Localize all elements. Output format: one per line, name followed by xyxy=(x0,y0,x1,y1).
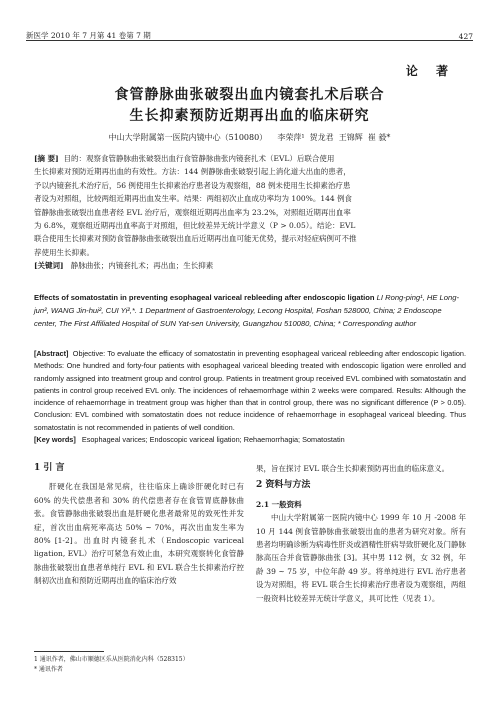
section-1-text: 肝硬化在我国是常见病，往往临床上确诊肝硬化时已有 60% 的失代偿患者和 30% 的代偿患者存在食管胃底静脉曲张。食管静脉曲张破裂出血是肝硬化患者最常见的致死性并发症，首次出血病死率高达 50% ~ 70%，再次出血发生率为 80% [1-2]。出血时内镜套扎术（Endoscopic variceal ligation, EVL）治疗可紧急有效止血，本研究观察转化食管静脉曲张破裂出血患者单纯行 EVL 和 EVL 联合生长抑素治疗控制初次出血和预防近期再出血的临床治疗效 xyxy=(34,482,244,586)
zh-abstract-line: 管静脉曲张破裂出血患者经 EVL 治疗后，观察组近期再出血率为 23.2%，对照组近期再出血率 xyxy=(34,207,351,217)
section-2-1-text: 中山大学附属第一医院内镜中心 1999 年 10 月 -2008 年 10 月 144 例食管静脉曲张破裂出血的患者为研究对象。所有患者均明确诊断为病毒性肝炎或酒精性肝病导致肝硬化及门静脉脉高压合并食管静脉曲张 [3]。其中男 112 例，女 32 例，年龄 39 ~ 75 岁，中位年龄 49 岁。将单纯进行 EVL 治疗患者设为对照组，将 EVL 联合生长抑素治疗患者设为观察组，两组一般资料比较差异无统计学意义，具可比性（见表 1）。 xyxy=(256,513,466,603)
footnotes xyxy=(34,655,189,675)
footnote-2: * 通讯作者 xyxy=(34,666,63,673)
en-abstract-text: Objective: To evaluate the efficacy of somatostatin in preventing esophageal variceal rebleeding after endoscopic ligation. Methods: One hundred and forty-four patients with esophageal variceal bleeding treated with endoscopic ligation were enrolled and randomly assigned into treatment group and control group. Patients in treatment group received EVL combined with somatostatin and patients in control group received EVL only. The incidences of rehaemorrhage within 2 weeks were compared. Results: Although the incidence of rehaemorrhage in treatment group was higher than that in control group, there was no significant difference (P > 0.05). Conclusion: EVL combined with somatostatin does not reduce incidence of rehaemorrhage in esophageal variceal bleeding. Thus somatostatin is not recommended in patients of well condition. xyxy=(34,349,466,432)
en-keywords-label: [Key words] xyxy=(34,435,76,445)
section-1-end-text: 果，旨在探讨 EVL 联合生长抑素预防再出血的临床意义。 xyxy=(256,464,450,473)
footnote-1: 1 通讯作者，佛山市顺德区乐从医院消化内科（528315） xyxy=(34,656,189,663)
zh-abstract-line: 者设为对照组，比较两组近期再出血发生率。结果：两组初次止血成功率均为 100%。144 例食 xyxy=(34,194,353,204)
english-title: Effects of somatostatin in preventing esophageal variceal rebleeding after endoscopic ligation xyxy=(34,293,375,302)
journal-info: 新医学 2010 年 7 月第 41 卷第 7 期 xyxy=(26,31,151,40)
english-authors: LI Rong-ping¹, HE Long-jun², WANG Jin-hui², CUI Yi²,*. 1 Department of Gastroenterology, Lecong Hospital, Foshan 528000, China; 2 Endoscope center, The First Affiliated Hospital of SUN Yat-sen University, Guangzhou 510080, China; * Corresponding author xyxy=(34,293,459,328)
zh-abstract-line: 荐使用生长抑素。 xyxy=(34,247,94,257)
zh-abstract-line: 为 6.8%，观察组近期再出血率高于对照组，但比较差异无统计学意义（P > 0.05）。结论：EVL xyxy=(34,221,356,231)
english-abstract xyxy=(34,348,466,446)
section-2-heading: 2 资料与方法 xyxy=(256,480,311,491)
body-column-left xyxy=(34,462,244,588)
section-2-1-heading: 2.1 一般资料 xyxy=(256,499,302,509)
en-abstract-label: [Abstract] xyxy=(34,349,69,358)
zh-abstract-line: 予以内镜套扎术治疗后，56 例使用生长抑素治疗患者设为观察组，88 例未使用生长抑素治疗患 xyxy=(34,180,351,190)
en-keywords: [Key words] Esophageal varices; Endoscopic variceal ligation; Rehaemorrhagia; Somatostatin xyxy=(34,435,345,445)
title-line-2: 生长抑素预防近期再出血的临床研究 xyxy=(129,108,370,124)
title-line-1: 食管静脉曲张破裂出血内镜套扎术后联合 xyxy=(114,87,385,103)
chinese-abstract xyxy=(34,152,466,273)
section-1-heading: 1 引 言 xyxy=(34,463,65,473)
page-number: 427 xyxy=(458,32,473,41)
english-title-block xyxy=(34,292,466,330)
zh-abstract-label: [摘 要] xyxy=(34,154,59,163)
zh-abstract-line: [摘 要] 目的：观察食管静脉曲张破裂出血行食管静脉曲张内镜套扎术（EVL）后联合使用 xyxy=(34,154,335,163)
body-column-right xyxy=(256,462,466,605)
zh-abstract-line: 生长抑素对预防近期再出血的有效性。方法：144 例静脉曲张破裂引起上消化道大出血的患者， xyxy=(34,167,351,177)
section-label: 论 著 xyxy=(405,64,455,78)
zh-keywords-label: [关键词] xyxy=(34,261,64,271)
header-rule xyxy=(26,40,473,41)
zh-keywords: [关键词] 静脉曲张；内镜套扎术；再出血；生长抑素 xyxy=(34,261,214,271)
zh-abstract-line: 联合使用生长抑素对预防食管静脉曲张破裂出血后近期再出血可能无优势，提示对轻症病例可不推 xyxy=(34,234,357,244)
footnote-rule xyxy=(34,651,104,652)
authors: 中山大学附属第一医院内镜中心（510080） 李荣萍¹ 贺龙君 王锦辉 崔 毅* xyxy=(108,133,391,142)
